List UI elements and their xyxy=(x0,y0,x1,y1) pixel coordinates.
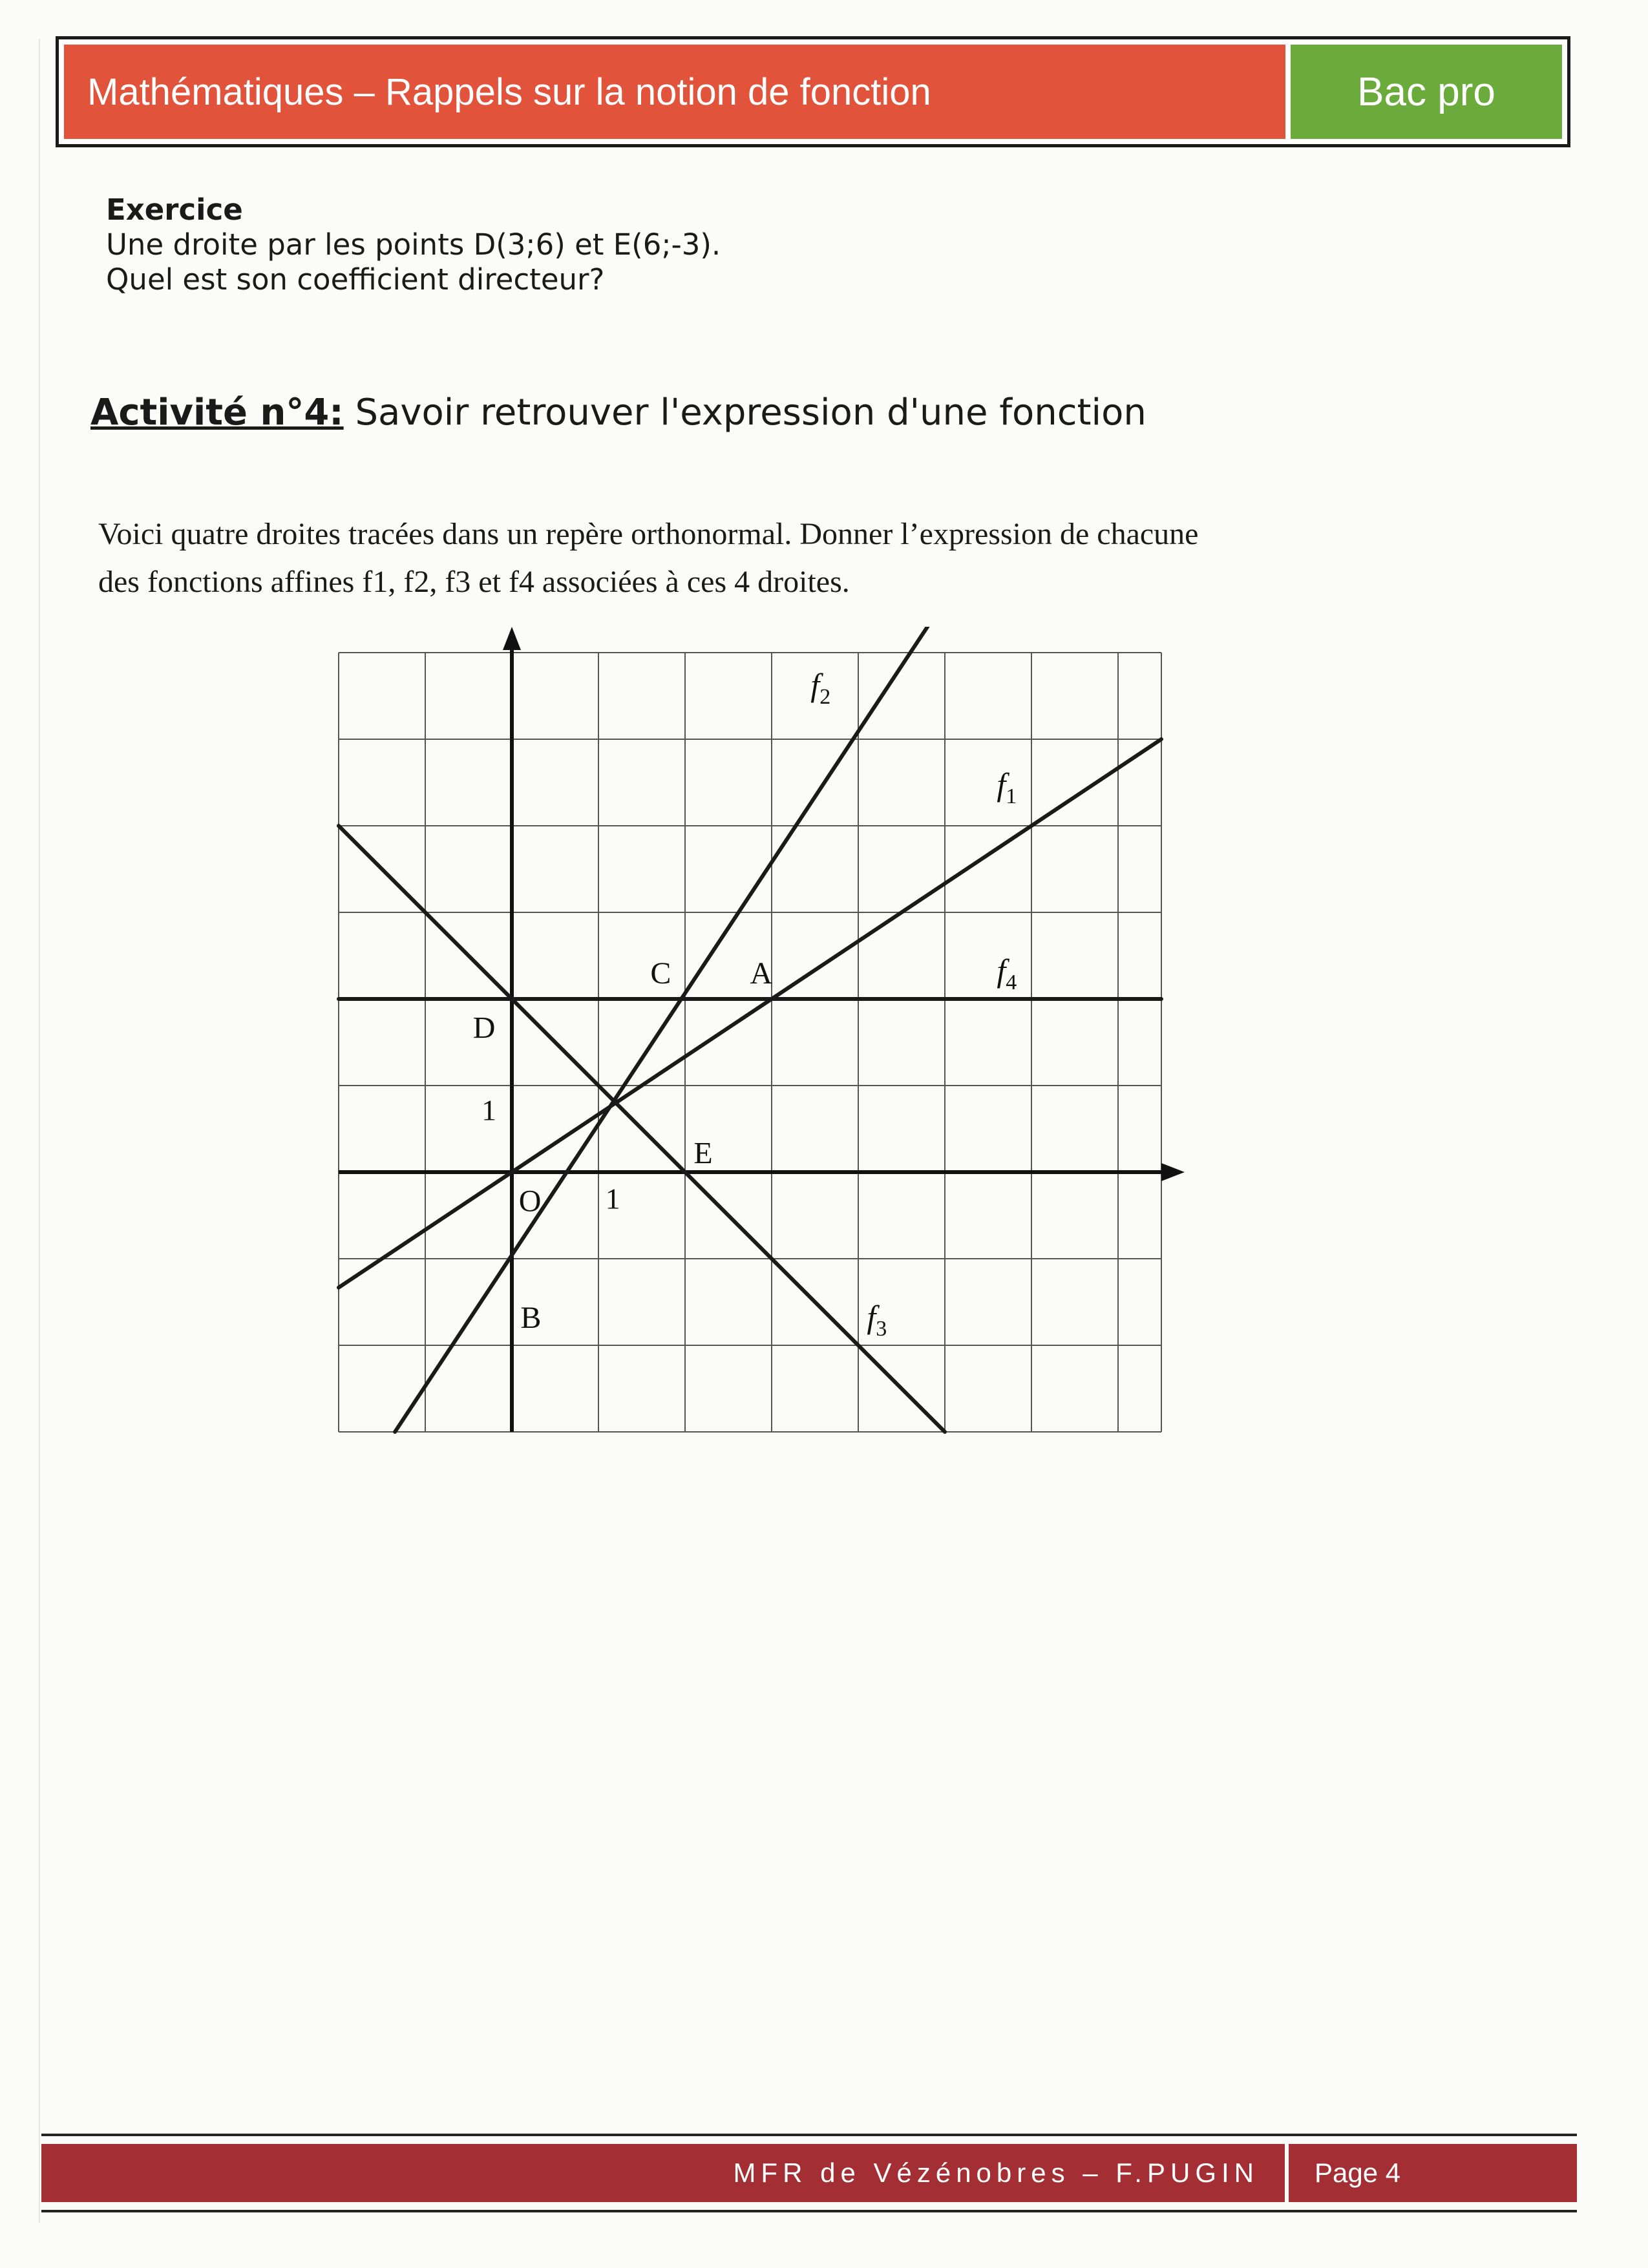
header-level: Bac pro xyxy=(1357,69,1495,114)
instructions-line-2: des fonctions affines f1, f2, f3 et f4 associées à ces 4 droites. xyxy=(98,565,850,599)
footer-bar xyxy=(41,2144,1577,2202)
footer-rule-bottom xyxy=(41,2210,1577,2212)
y-axis-arrow xyxy=(503,627,521,650)
activity-heading xyxy=(90,392,1146,434)
series-line-f3 xyxy=(339,826,945,1432)
graph-svg xyxy=(323,627,1202,1441)
activity-instructions xyxy=(98,510,1423,606)
point-label-E: E xyxy=(693,1136,713,1171)
series-label-f2: $f_2$ xyxy=(810,667,831,709)
point-label-D: D xyxy=(472,1011,496,1045)
origin-label: O xyxy=(518,1184,542,1219)
exercise-line-2: Quel est son coefficient directeur? xyxy=(106,262,605,297)
header-title-box xyxy=(64,45,1285,139)
instructions-line-1: Voici quatre droites tracées dans un repère orthonormal. Donner l’expression de chacune xyxy=(98,517,1199,551)
activity-title: Savoir retrouver l'expression d'une fonction xyxy=(343,392,1146,434)
activity-number: Activité n°4: xyxy=(90,392,344,434)
point-label-B: B xyxy=(520,1301,542,1336)
exercise-title: Exercice xyxy=(106,193,243,227)
header-title: Mathématiques – Rappels sur la notion de fonction xyxy=(87,70,931,113)
exercise-line-1: Une droite par les points D(3;6) et E(6;-3). xyxy=(106,227,721,262)
header-level-box xyxy=(1291,45,1562,139)
exercise-block xyxy=(106,193,721,297)
header-banner xyxy=(56,36,1570,147)
series-label-f3: $f_3$ xyxy=(867,1299,887,1341)
series-label-f4: $f_4$ xyxy=(997,952,1017,995)
point-label-A: A xyxy=(750,956,773,991)
series-label-f1: $f_1$ xyxy=(997,766,1017,809)
x-unit-label: 1 xyxy=(605,1182,620,1215)
footer-author-box xyxy=(41,2144,1289,2202)
footer-page-box xyxy=(1295,2144,1577,2202)
footer-author: MFR de Vézénobres – F.PUGIN xyxy=(733,2158,1259,2188)
function-graph xyxy=(323,627,1202,1444)
series-line-f1 xyxy=(339,739,1161,1288)
footer-page: Page 4 xyxy=(1315,2158,1401,2188)
point-label-C: C xyxy=(650,956,671,991)
x-axis-arrow xyxy=(1161,1163,1185,1181)
y-unit-label: 1 xyxy=(481,1093,497,1127)
footer-rule-top xyxy=(41,2134,1577,2136)
